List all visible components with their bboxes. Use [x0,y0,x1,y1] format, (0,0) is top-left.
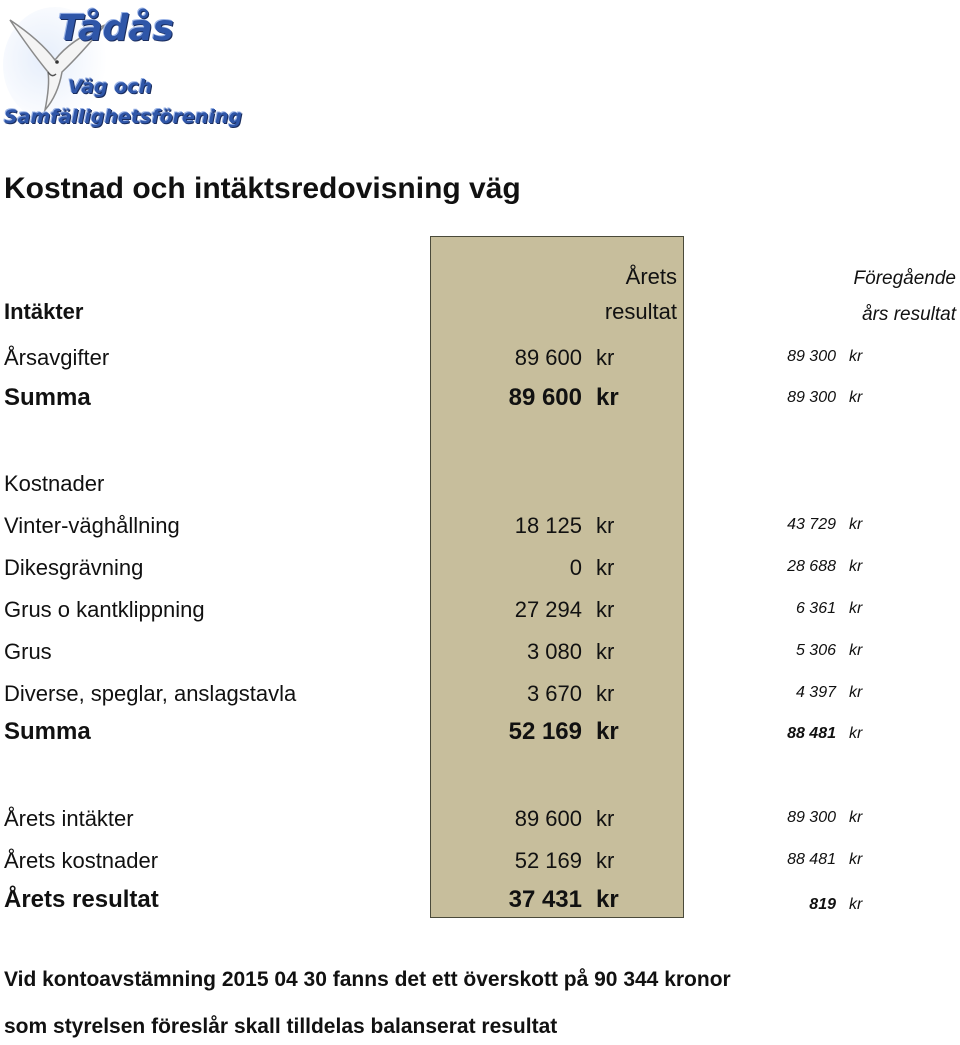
cost-row [0,555,960,595]
previous-value: 28 688 [787,558,836,575]
page-title: Kostnad och intäktsredovisning väg [4,172,521,205]
current-value: 3 080 [526,639,582,664]
previous-value: 88 481 [787,725,836,742]
previous-year-header-line1: Föregående [853,268,956,289]
row-label: Årets intäkter [4,806,134,831]
income-total-row [0,384,960,424]
previous-currency: kr [849,558,863,575]
previous-currency: kr [849,642,863,659]
cost-row [0,681,960,721]
logo-subtitle: Väg och [68,76,153,98]
current-value: 3 670 [526,681,582,706]
logo-name: Tådås [58,8,175,49]
row-label: Summa [4,384,91,411]
previous-currency: kr [849,896,863,913]
current-currency: kr [596,555,615,580]
previous-value: 88 481 [787,851,836,868]
previous-currency: kr [849,684,863,701]
previous-currency: kr [849,851,863,868]
previous-currency: kr [849,600,863,617]
previous-value: 6 361 [795,600,836,617]
previous-value: 4 397 [795,684,836,701]
previous-value: 43 729 [787,516,836,533]
logo-subtitle-2: Samfällighetsförening [4,106,243,128]
current-value: 0 [569,555,582,580]
cost-row [0,597,960,637]
previous-currency: kr [849,389,863,406]
previous-value: 819 [809,896,836,913]
current-value: 89 600 [514,345,582,370]
cost-row [0,513,960,553]
current-year-header-line1: Årets [625,264,677,289]
current-currency: kr [596,718,619,745]
current-currency: kr [596,384,619,411]
previous-value: 89 300 [787,809,836,826]
costs-section-heading: Kostnader [4,471,105,496]
summary-row-costs [0,848,960,888]
current-value: 18 125 [514,513,582,538]
current-currency: kr [596,848,615,873]
footnote-line-1: Vid kontoavstämning 2015 04 30 fanns det ett överskott på 90 344 kronor [4,968,731,991]
previous-year-header-line2: års resultat [862,304,956,325]
row-label: Diverse, speglar, anslagstavla [4,681,297,706]
previous-currency: kr [849,809,863,826]
current-value: 52 169 [514,848,582,873]
current-value: 89 600 [508,384,582,411]
row-label: Grus [4,639,52,664]
current-currency: kr [596,681,615,706]
cost-total-row [0,718,960,758]
footnote-line-2: som styrelsen föreslår skall tilldelas balanserat resultat [4,1015,558,1038]
previous-currency: kr [849,725,863,742]
current-currency: kr [596,886,619,913]
previous-value: 89 300 [787,348,836,365]
result-row [0,886,960,926]
current-year-header-line2: resultat [604,299,677,324]
current-value: 89 600 [514,806,582,831]
row-label: Vinter-väghållning [4,513,180,538]
row-label: Summa [4,718,91,745]
previous-currency: kr [849,348,863,365]
previous-value: 89 300 [787,389,836,406]
current-currency: kr [596,639,615,664]
previous-currency: kr [849,516,863,533]
current-value: 52 169 [508,718,582,745]
current-value: 37 431 [508,886,582,913]
association-logo [0,0,243,140]
income-row-annual-fees [0,345,960,385]
current-value: 27 294 [514,597,582,622]
current-currency: kr [596,345,615,370]
row-label: Grus o kantklippning [4,597,205,622]
current-currency: kr [596,806,615,831]
cost-row [0,639,960,679]
row-label: Årets kostnader [4,848,159,873]
row-label: Årsavgifter [4,345,110,370]
current-currency: kr [596,513,615,538]
summary-row-income [0,806,960,846]
previous-value: 5 306 [795,642,836,659]
current-currency: kr [596,597,615,622]
row-label: Dikesgrävning [4,555,144,580]
income-section-heading: Intäkter [4,299,84,324]
row-label: Årets resultat [4,886,159,913]
